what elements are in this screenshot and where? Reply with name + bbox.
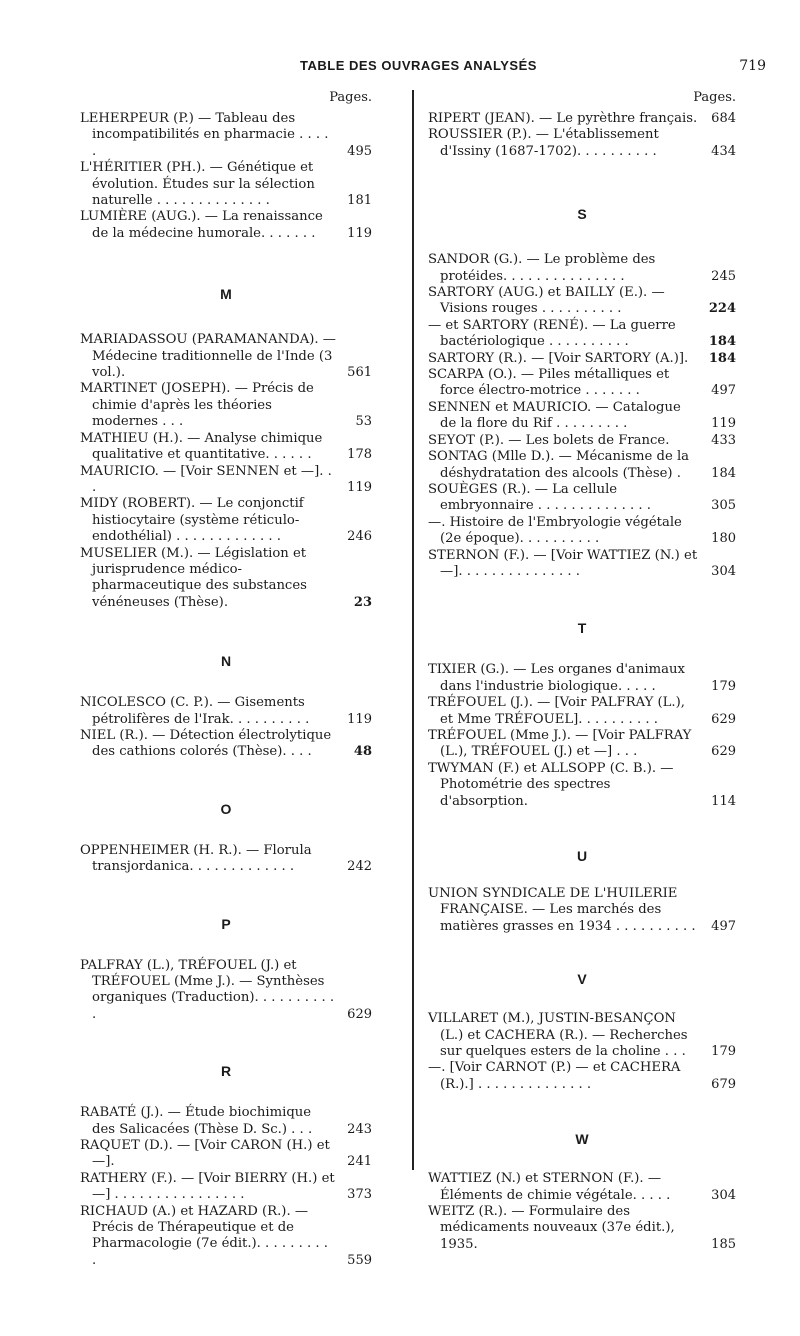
index-entry — [428, 351, 736, 367]
entry-text: SEYOT (P.). — Les bolets de France. — [428, 432, 670, 448]
index-entry — [80, 843, 372, 876]
index-entry — [428, 318, 736, 351]
index-entry — [428, 449, 736, 482]
index-entry — [428, 1171, 736, 1204]
index-entry — [428, 761, 736, 810]
entry-text: TIXIER (G.). — Les organes d'animaux dans l'industrie biologique. . . . . — [428, 662, 685, 694]
entry-page-number: 679 — [711, 1076, 736, 1092]
section-letter: O — [220, 800, 232, 817]
index-entry — [80, 1204, 372, 1270]
entry-page-number: 184 — [708, 334, 736, 350]
entry-page-number: 53 — [355, 414, 372, 430]
entry-text: WEITZ (R.). — Formulaire des médicaments nouveaux (37e édit.), 1935. — [428, 1204, 675, 1252]
entry-page-number: 181 — [347, 193, 372, 209]
index-entry — [80, 1105, 372, 1138]
entry-page-number: 48 — [353, 744, 372, 760]
entry-text: OPPENHEIMER (H. R.). — Florula transjordanica. . . . . . . . . . . . . — [80, 842, 312, 875]
entry-page-number: 119 — [347, 225, 372, 241]
entry-page-number: 184 — [708, 350, 736, 366]
entry-page-number: 180 — [711, 531, 736, 547]
entry-page-number: 497 — [711, 918, 736, 934]
entry-text: UNION SYNDICALE DE L'HUILERIE FRANÇAISE. — Les marchés des matières grasses en 1934 . . . . . . . . . . — [428, 886, 696, 934]
entry-page-number: 304 — [711, 563, 736, 579]
right-column — [428, 90, 736, 1253]
entry-text: MARTINET (JOSEPH). — Précis de chimie d'après les théories modernes . . . — [80, 381, 314, 430]
entry-text: RATHERY (F.). — [Voir BIERRY (H.) et —] . . . . . . . . . . . . . . . . — [80, 1170, 335, 1203]
index-entry — [80, 695, 372, 728]
entry-page-number: 684 — [711, 111, 736, 126]
index-entry — [428, 662, 736, 695]
entry-text: — et SARTORY (RENÉ). — La guerre bactériologique . . . . . . . . . . — [428, 317, 676, 350]
right-entry-list — [428, 111, 736, 1253]
entry-page-number: 241 — [347, 1154, 372, 1170]
entry-text: SCARPA (O.). — Piles métalliques et force électro-motrice . . . . . . . — [428, 367, 670, 399]
index-entry — [80, 496, 372, 545]
index-entry — [428, 285, 736, 318]
entry-page-number: 23 — [353, 594, 372, 610]
entry-page-number: 629 — [347, 1006, 372, 1022]
entry-page-number: 305 — [711, 498, 736, 514]
index-entry — [428, 515, 736, 548]
left-column — [80, 90, 372, 1269]
index-entry — [80, 332, 372, 381]
index-entry — [428, 1060, 736, 1093]
pages-label: Pages. — [693, 90, 736, 105]
section-letter: M — [220, 286, 232, 303]
entry-text: ROUSSIER (P.). — L'établissement d'Issiny (1687-1702). . . . . . . . . . — [428, 127, 659, 159]
entry-text: RICHAUD (A.) et HAZARD (R.). — Précis de Thérapeutique et de Pharmacologie (7e édit.). . . . . . . . . . — [80, 1203, 328, 1268]
entry-page-number: 224 — [708, 301, 736, 317]
entry-text: SANDOR (G.). — Le problème des protéides. . . . . . . . . . . . . . . — [428, 252, 656, 284]
entry-text: STERNON (F.). — [Voir WATTIEZ (N.) et —]. . . . . . . . . . . . . . . — [428, 547, 698, 579]
entry-text: MUSELIER (M.). — Législation et jurisprudence médico-pharmaceutique des substances vénéneuses (Thèse). — [80, 545, 307, 610]
index-entry — [428, 367, 736, 400]
page-number: 719 — [739, 58, 766, 74]
entry-text: WATTIEZ (N.) et STERNON (F.). — Éléments de chimie végétale. . . . . — [428, 1171, 671, 1203]
entry-page-number: 114 — [711, 793, 736, 809]
index-entry — [80, 1171, 372, 1204]
index-entry — [428, 252, 736, 285]
entry-page-number: 434 — [711, 143, 736, 159]
entry-text: MARIADASSOU (PARAMANANDA). — Médecine traditionnelle de l'Inde (3 vol.). — [80, 332, 336, 381]
index-entry — [80, 958, 372, 1024]
section-letter: V — [577, 971, 587, 988]
entry-text: RAQUET (D.). — [Voir CARON (H.) et —]. — [80, 1138, 330, 1170]
entry-text: NIEL (R.). — Détection électrolytique des cathions colorés (Thèse). . . . — [80, 727, 332, 760]
entry-page-number: 373 — [347, 1187, 372, 1203]
index-entry — [428, 1204, 736, 1253]
entry-page-number: 245 — [711, 268, 736, 284]
entry-page-number: 304 — [711, 1187, 736, 1203]
entry-page-number: 559 — [347, 1252, 372, 1268]
index-entry — [80, 431, 372, 464]
entry-text: TWYMAN (F.) et ALLSOPP (C. B.). — Photométrie des spectres d'absorption. — [428, 760, 674, 809]
index-entry — [428, 1011, 736, 1060]
entry-text: SENNEN et MAURICIO. — Catalogue de la flore du Rif . . . . . . . . . — [428, 399, 681, 432]
entry-page-number: 246 — [347, 529, 372, 545]
entry-text: TRÉFOUEL (J.). — [Voir PALFRAY (L.), et Mme TRÉFOUEL]. . . . . . . . . . — [428, 695, 685, 727]
section-letter: S — [577, 206, 587, 223]
index-entry — [80, 464, 372, 497]
entry-page-number: 184 — [711, 465, 736, 481]
index-entry — [428, 400, 736, 433]
column-divider — [412, 90, 414, 1170]
section-letter: R — [220, 1063, 232, 1080]
entry-page-number: 629 — [711, 711, 736, 727]
entry-text: MIDY (ROBERT). — Le conjonctif histiocytaire (système réticulo-endothélial) . . . . . . . . . . . . . — [80, 496, 304, 545]
index-entry — [80, 1138, 372, 1171]
entry-text: —. Histoire de l'Embryologie végétale (2e époque). . . . . . . . . . — [428, 514, 682, 547]
entry-text: MAURICIO. — [Voir SENNEN et —]. . . — [80, 463, 332, 495]
section-letter: N — [220, 653, 232, 670]
entry-text: TRÉFOUEL (Mme J.). — [Voir PALFRAY (L.), TRÉFOUEL (J.) et —] . . . — [428, 727, 692, 760]
index-entry — [428, 695, 736, 728]
entry-page-number: 243 — [347, 1121, 372, 1137]
pages-label: Pages. — [329, 90, 372, 105]
entry-text: RIPERT (JEAN). — Le pyrèthre français. — [428, 111, 698, 126]
entry-text: LUMIÈRE (AUG.). — La renaissance de la médecine humorale. . . . . . . — [80, 209, 323, 241]
running-title: TABLE DES OUVRAGES ANALYSÉS — [300, 58, 537, 73]
entry-page-number: 119 — [711, 416, 736, 432]
entry-page-number: 433 — [711, 432, 736, 448]
index-entry — [428, 482, 736, 515]
entry-page-number: 497 — [711, 383, 736, 399]
entry-text: SOUÈGES (R.). — La cellule embryonnaire . . . . . . . . . . . . . . — [428, 481, 651, 514]
entry-page-number: 185 — [711, 1236, 736, 1252]
section-letter: W — [575, 1131, 589, 1148]
entry-page-number: 629 — [711, 744, 736, 760]
entry-text: SARTORY (AUG.) et BAILLY (E.). — Visions rouges . . . . . . . . . . — [428, 285, 665, 317]
section-letter: P — [221, 915, 231, 932]
page-header — [0, 58, 800, 82]
index-entry — [428, 127, 736, 160]
index-entry — [428, 548, 736, 581]
entry-text: NICOLESCO (C. P.). — Gisements pétrolifères de l'Irak. . . . . . . . . . — [80, 695, 310, 727]
index-entry — [80, 728, 372, 761]
entry-page-number: 179 — [711, 678, 736, 694]
index-entry — [80, 546, 372, 612]
index-entry — [80, 381, 372, 430]
left-entry-list — [80, 111, 372, 1269]
index-entry — [80, 209, 372, 242]
entry-page-number: 178 — [347, 447, 372, 463]
entry-text: VILLARET (M.), JUSTIN-BESANÇON (L.) et CACHERA (R.). — Recherches sur quelques esters de la choline . . . — [428, 1011, 688, 1060]
entry-text: MATHIEU (H.). — Analyse chimique qualitative et quantitative. . . . . . — [80, 430, 323, 463]
entry-text: LEHERPEUR (P.) — Tableau des incompatibilités en pharmacie . . . . . — [80, 111, 329, 159]
entry-page-number: 242 — [347, 859, 372, 875]
entry-page-number: 119 — [347, 479, 372, 495]
entry-text: RABATÉ (J.). — Étude biochimique des Salicacées (Thèse D. Sc.) . . . — [80, 1105, 313, 1137]
section-letter: T — [577, 620, 587, 637]
section-letter: U — [576, 848, 588, 864]
index-entry — [80, 111, 372, 160]
index-entry — [428, 433, 736, 449]
entry-text: L'HÉRITIER (PH.). — Génétique et évolution. Études sur la sélection naturelle . . . . . . . . . . . . . . — [80, 160, 315, 209]
index-entry — [428, 111, 736, 127]
entry-page-number: 495 — [347, 143, 372, 159]
index-entry — [428, 886, 736, 935]
index-entry — [80, 160, 372, 209]
entry-text: SONTAG (Mlle D.). — Mécanisme de la déshydratation des alcools (Thèse) . — [428, 449, 690, 481]
entry-text: SARTORY (R.). — [Voir SARTORY (A.)]. — [428, 350, 689, 366]
entry-page-number: 561 — [347, 365, 372, 381]
index-entry — [428, 728, 736, 761]
entry-text: PALFRAY (L.), TRÉFOUEL (J.) et TRÉFOUEL (Mme J.). — Synthèses organiques (Traduction). . . . . . . . . . . — [80, 957, 335, 1022]
entry-page-number: 119 — [347, 711, 372, 727]
entry-page-number: 179 — [711, 1044, 736, 1060]
entry-text: —. [Voir CARNOT (P.) — et CACHERA (R.).] . . . . . . . . . . . . . . — [428, 1060, 681, 1092]
